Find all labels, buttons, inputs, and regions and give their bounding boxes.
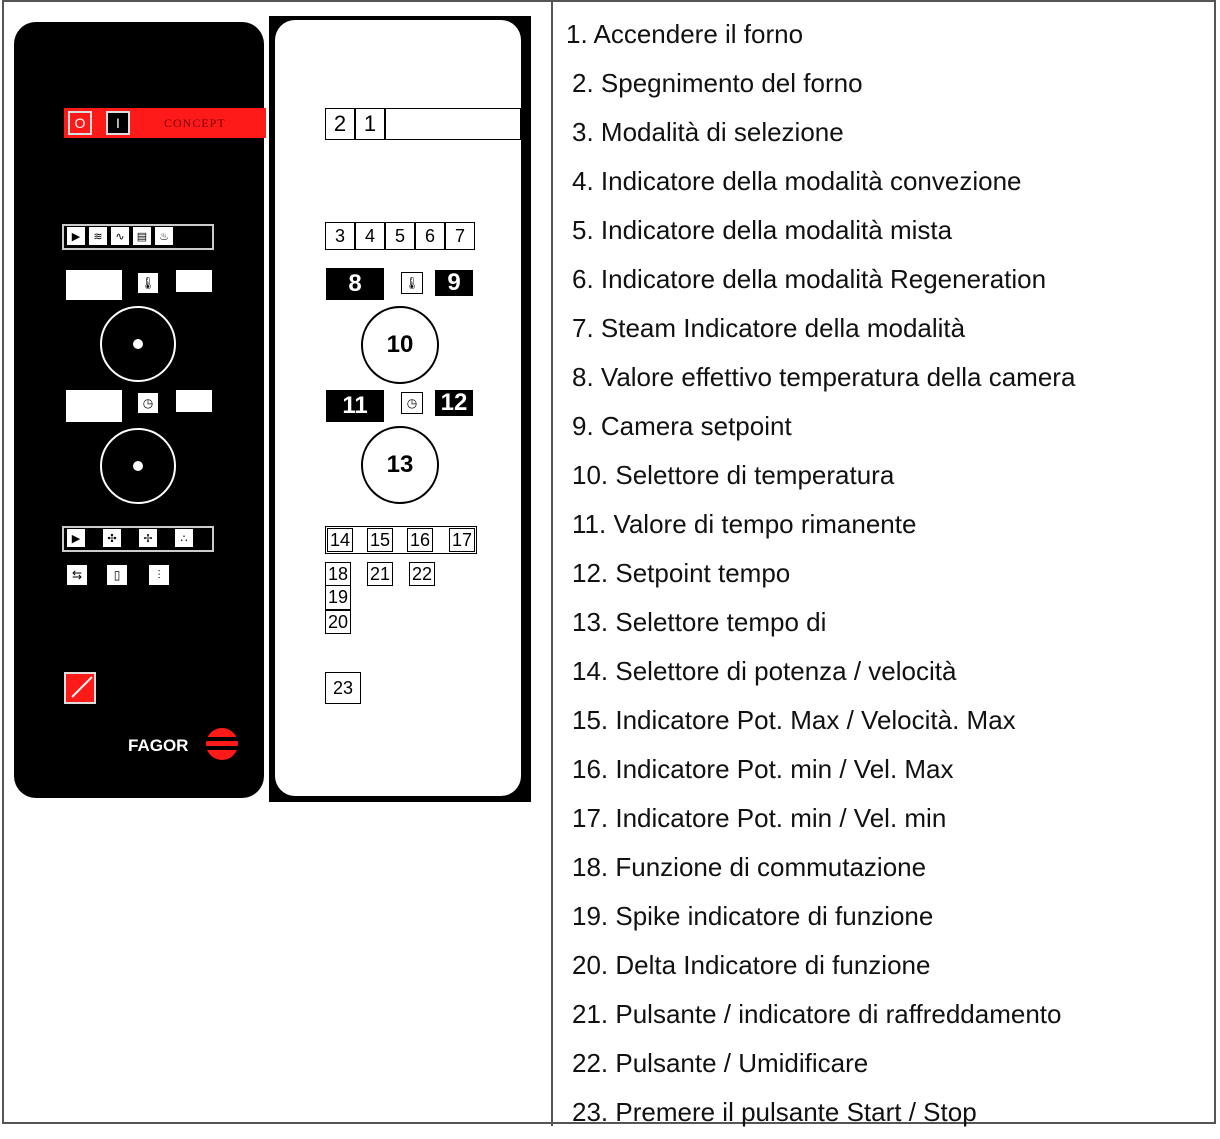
control-panel-image bbox=[14, 22, 264, 798]
clock-icon: ◷ bbox=[137, 392, 159, 414]
legend-item: 19. Spike indicatore di funzione bbox=[572, 901, 934, 931]
temp-knob bbox=[100, 306, 176, 382]
numbered-panel-body bbox=[275, 20, 521, 796]
fan-mid-icon: ✢ bbox=[139, 529, 157, 547]
legend-item: 21. Pulsante / indicatore di raffreddamento bbox=[572, 999, 1062, 1029]
legend-item: 14. Selettore di potenza / velocità bbox=[572, 656, 957, 686]
concept-logo: CONCEPT bbox=[164, 116, 226, 130]
switch-function-icon: ⇆ bbox=[66, 564, 88, 586]
power-on-button bbox=[68, 111, 92, 135]
legend-item: 10. Selettore di temperatura bbox=[572, 460, 895, 490]
play-icon: ▶ bbox=[67, 227, 85, 245]
legend-item: 6. Indicatore della modalità Regeneration bbox=[572, 264, 1047, 294]
convection-icon: ≋ bbox=[89, 227, 107, 245]
legend-item: 8. Valore effettivo temperatura della camera bbox=[572, 362, 1076, 392]
steam-icon: ♨ bbox=[155, 227, 173, 245]
fagor-logo-text: FAGOR bbox=[128, 736, 189, 755]
label-12: 12 bbox=[435, 390, 473, 416]
label-8: 8 bbox=[326, 268, 384, 300]
legend-item: 7. Steam Indicatore della modalità bbox=[572, 313, 966, 343]
legend-item: 3. Modalità di selezione bbox=[572, 117, 844, 147]
knob-dot bbox=[133, 461, 143, 471]
cooling-icon: ▯ bbox=[106, 564, 128, 586]
temp-actual-display bbox=[66, 270, 122, 300]
fan-max-icon: ✣ bbox=[103, 529, 121, 547]
label-21: 21 bbox=[367, 562, 393, 586]
thermometer-icon: 🌡 bbox=[401, 272, 423, 294]
label-11: 11 bbox=[326, 390, 384, 422]
label-14: 14 bbox=[327, 528, 353, 552]
time-knob bbox=[100, 428, 176, 504]
label-19: 19 bbox=[325, 586, 351, 610]
label-9: 9 bbox=[435, 270, 473, 296]
start-stop-icon bbox=[64, 672, 96, 704]
column-divider bbox=[551, 0, 553, 1126]
time-remaining-display bbox=[66, 390, 122, 422]
legend-item: 1. Accendere il forno bbox=[566, 19, 804, 49]
legend-list bbox=[566, 12, 1206, 1139]
power-off-button bbox=[106, 111, 130, 135]
mode-icon-row bbox=[62, 224, 214, 250]
label-23: 23 bbox=[325, 672, 361, 704]
concept-outline bbox=[385, 108, 521, 140]
legend-item: 11. Valore di tempo rimanente bbox=[572, 509, 917, 539]
label-4: 4 bbox=[355, 222, 385, 250]
legend-item: 12. Setpoint tempo bbox=[572, 558, 791, 588]
legend-item: 16. Indicatore Pot. min / Vel. Max bbox=[572, 754, 954, 784]
clock-icon: ◷ bbox=[401, 392, 423, 414]
legend-item: 18. Funzione di commutazione bbox=[572, 852, 927, 882]
knob-dot bbox=[133, 339, 143, 349]
label-7: 7 bbox=[445, 222, 475, 250]
mixed-icon: ∿ bbox=[111, 227, 129, 245]
label-5: 5 bbox=[385, 222, 415, 250]
label-15: 15 bbox=[367, 528, 393, 552]
label-13: 13 bbox=[361, 426, 439, 504]
fan-min-icon: ∴ bbox=[175, 529, 193, 547]
humidify-icon: ⫶ bbox=[148, 564, 170, 586]
legend-item: 20. Delta Indicatore di funzione bbox=[572, 950, 931, 980]
power-icon-row bbox=[62, 526, 214, 552]
time-setpoint-display bbox=[176, 390, 212, 412]
label-2: 2 bbox=[325, 108, 355, 140]
label-17: 17 bbox=[449, 528, 475, 552]
legend-item: 4. Indicatore della modalità convezione bbox=[572, 166, 1022, 196]
label-10: 10 bbox=[361, 306, 439, 384]
label-1: 1 bbox=[355, 108, 385, 140]
legend-item: 9. Camera setpoint bbox=[572, 411, 792, 441]
legend-item: 17. Indicatore Pot. min / Vel. min bbox=[572, 803, 947, 833]
play-icon: ▶ bbox=[67, 529, 85, 547]
fagor-logo-icon bbox=[206, 728, 238, 760]
legend-item: 13. Selettore tempo di bbox=[572, 607, 827, 637]
power-on-symbol: O bbox=[74, 115, 86, 131]
label-6: 6 bbox=[415, 222, 445, 250]
legend-item: 5. Indicatore della modalità mista bbox=[572, 215, 953, 245]
power-off-symbol: I bbox=[116, 115, 120, 131]
label-3: 3 bbox=[325, 222, 355, 250]
thermometer-icon: 🌡 bbox=[137, 272, 159, 294]
numbered-panel-image bbox=[269, 16, 531, 802]
legend-item: 23. Premere il pulsante Start / Stop bbox=[572, 1097, 977, 1127]
regeneration-icon: ▤ bbox=[133, 227, 151, 245]
temp-setpoint-display bbox=[176, 270, 212, 292]
legend-item: 15. Indicatore Pot. Max / Velocità. Max bbox=[572, 705, 1016, 735]
label-16: 16 bbox=[407, 528, 433, 552]
legend-item: 2. Spegnimento del forno bbox=[572, 68, 863, 98]
legend-item: 22. Pulsante / Umidificare bbox=[572, 1048, 869, 1078]
label-20: 20 bbox=[325, 610, 351, 634]
label-22: 22 bbox=[409, 562, 435, 586]
label-18: 18 bbox=[325, 562, 351, 586]
